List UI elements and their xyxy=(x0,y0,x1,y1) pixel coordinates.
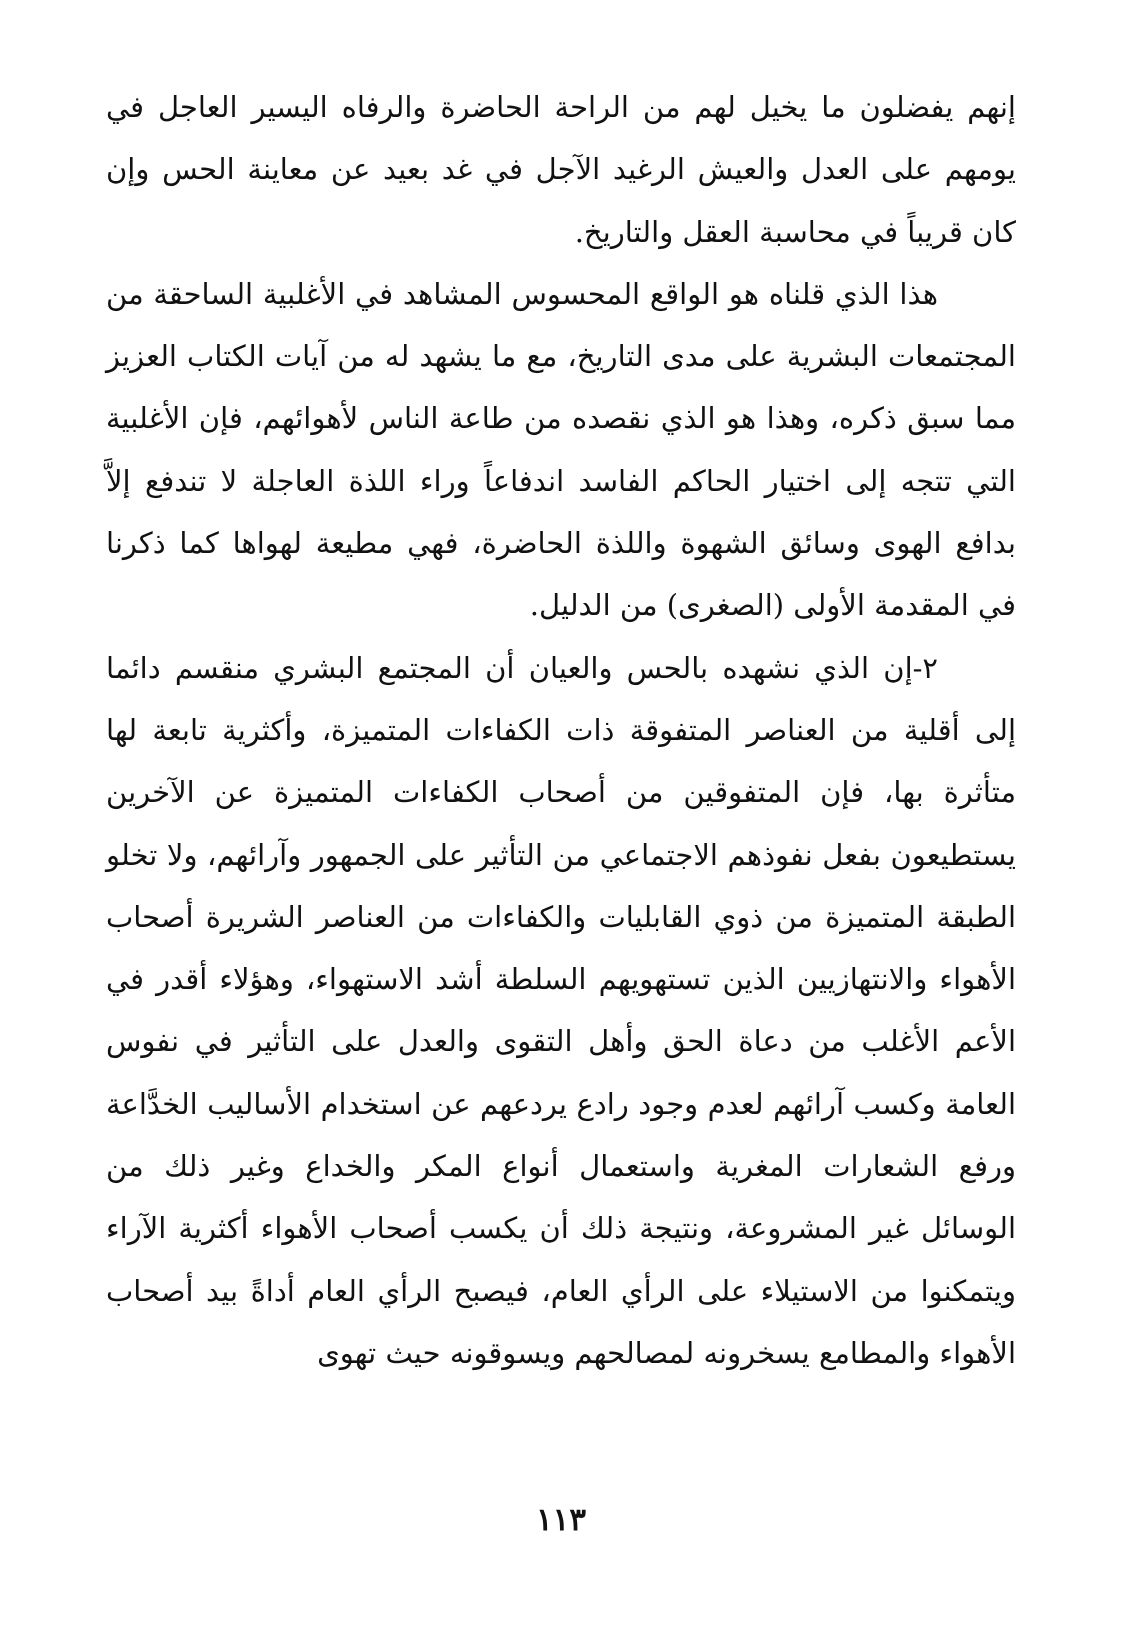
paragraph-3: ٢-إن الذي نشهده بالحس والعيان أن المجتمع البشري منقسم دائما إلى أقلية من العناصر المتفوقة ذات الكفاءات المتميزة، وأكثرية تابعة لها متأثرة بها، فإن المتفوقين من أصحاب الكفاءات المتميزة عن الآخرين يستطيعون بفعل نفوذهم الاجتماعي من التأثير على الجمهور وآرائهم، ولا تخلو الطبقة المتميزة من ذوي القابليات والكفاءات من العناصر الشريرة أصحاب الأهواء والانتهازيين الذين تستهويهم السلطة أشد الاستهواء، وهؤلاء أقدر في الأعم الأغلب من دعاة الحق وأهل التقوى والعدل على التأثير في نفوس العامة وكسب آرائهم لعدم وجود رادع يردعهم عن استخدام الأساليب الخدَّاعة ورفع الشعارات المغرية واستعمال أنواع المكر والخداع وغير ذلك من الوسائل غير المشروعة، ونتيجة ذلك أن يكسب أصحاب الأهواء أكثرية الآراء ويتمكنوا من الاستيلاء على الرأي العام، فيصبح الرأي العام أداةً بيد أصحاب الأهواء والمطامع يسخرونه لمصالحهم ويسوقونه حيث تهوى xyxy=(106,650,1016,1370)
page-number: ١١٣ xyxy=(536,1502,586,1538)
body-text xyxy=(106,76,1016,1384)
paragraph-2: هذا الذي قلناه هو الواقع المحسوس المشاهد في الأغلبية الساحقة من المجتمعات البشرية على مدى التاريخ، مع ما يشهد له من آيات الكتاب العزيز مما سبق ذكره، وهذا هو الذي نقصده من طاعة الناس لأهوائهم، فإن الأغلبية التي تتجه إلى اختيار الحاكم الفاسد اندفاعاً وراء اللذة العاجلة لا تندفع إلاَّ بدافع الهوى وسائق الشهوة واللذة الحاضرة، فهي مطيعة لهواها كما ذكرنا في المقدمة الأولى (الصغرى) من الدليل. xyxy=(106,276,1016,623)
paragraph-1: إنهم يفضلون ما يخيل لهم من الراحة الحاضرة والرفاه اليسير العاجل في يومهم على العدل والعيش الرغيد الآجل في غد بعيد عن معاينة الحس وإن كان قريباً في محاسبة العقل والتاريخ. xyxy=(106,90,1016,249)
